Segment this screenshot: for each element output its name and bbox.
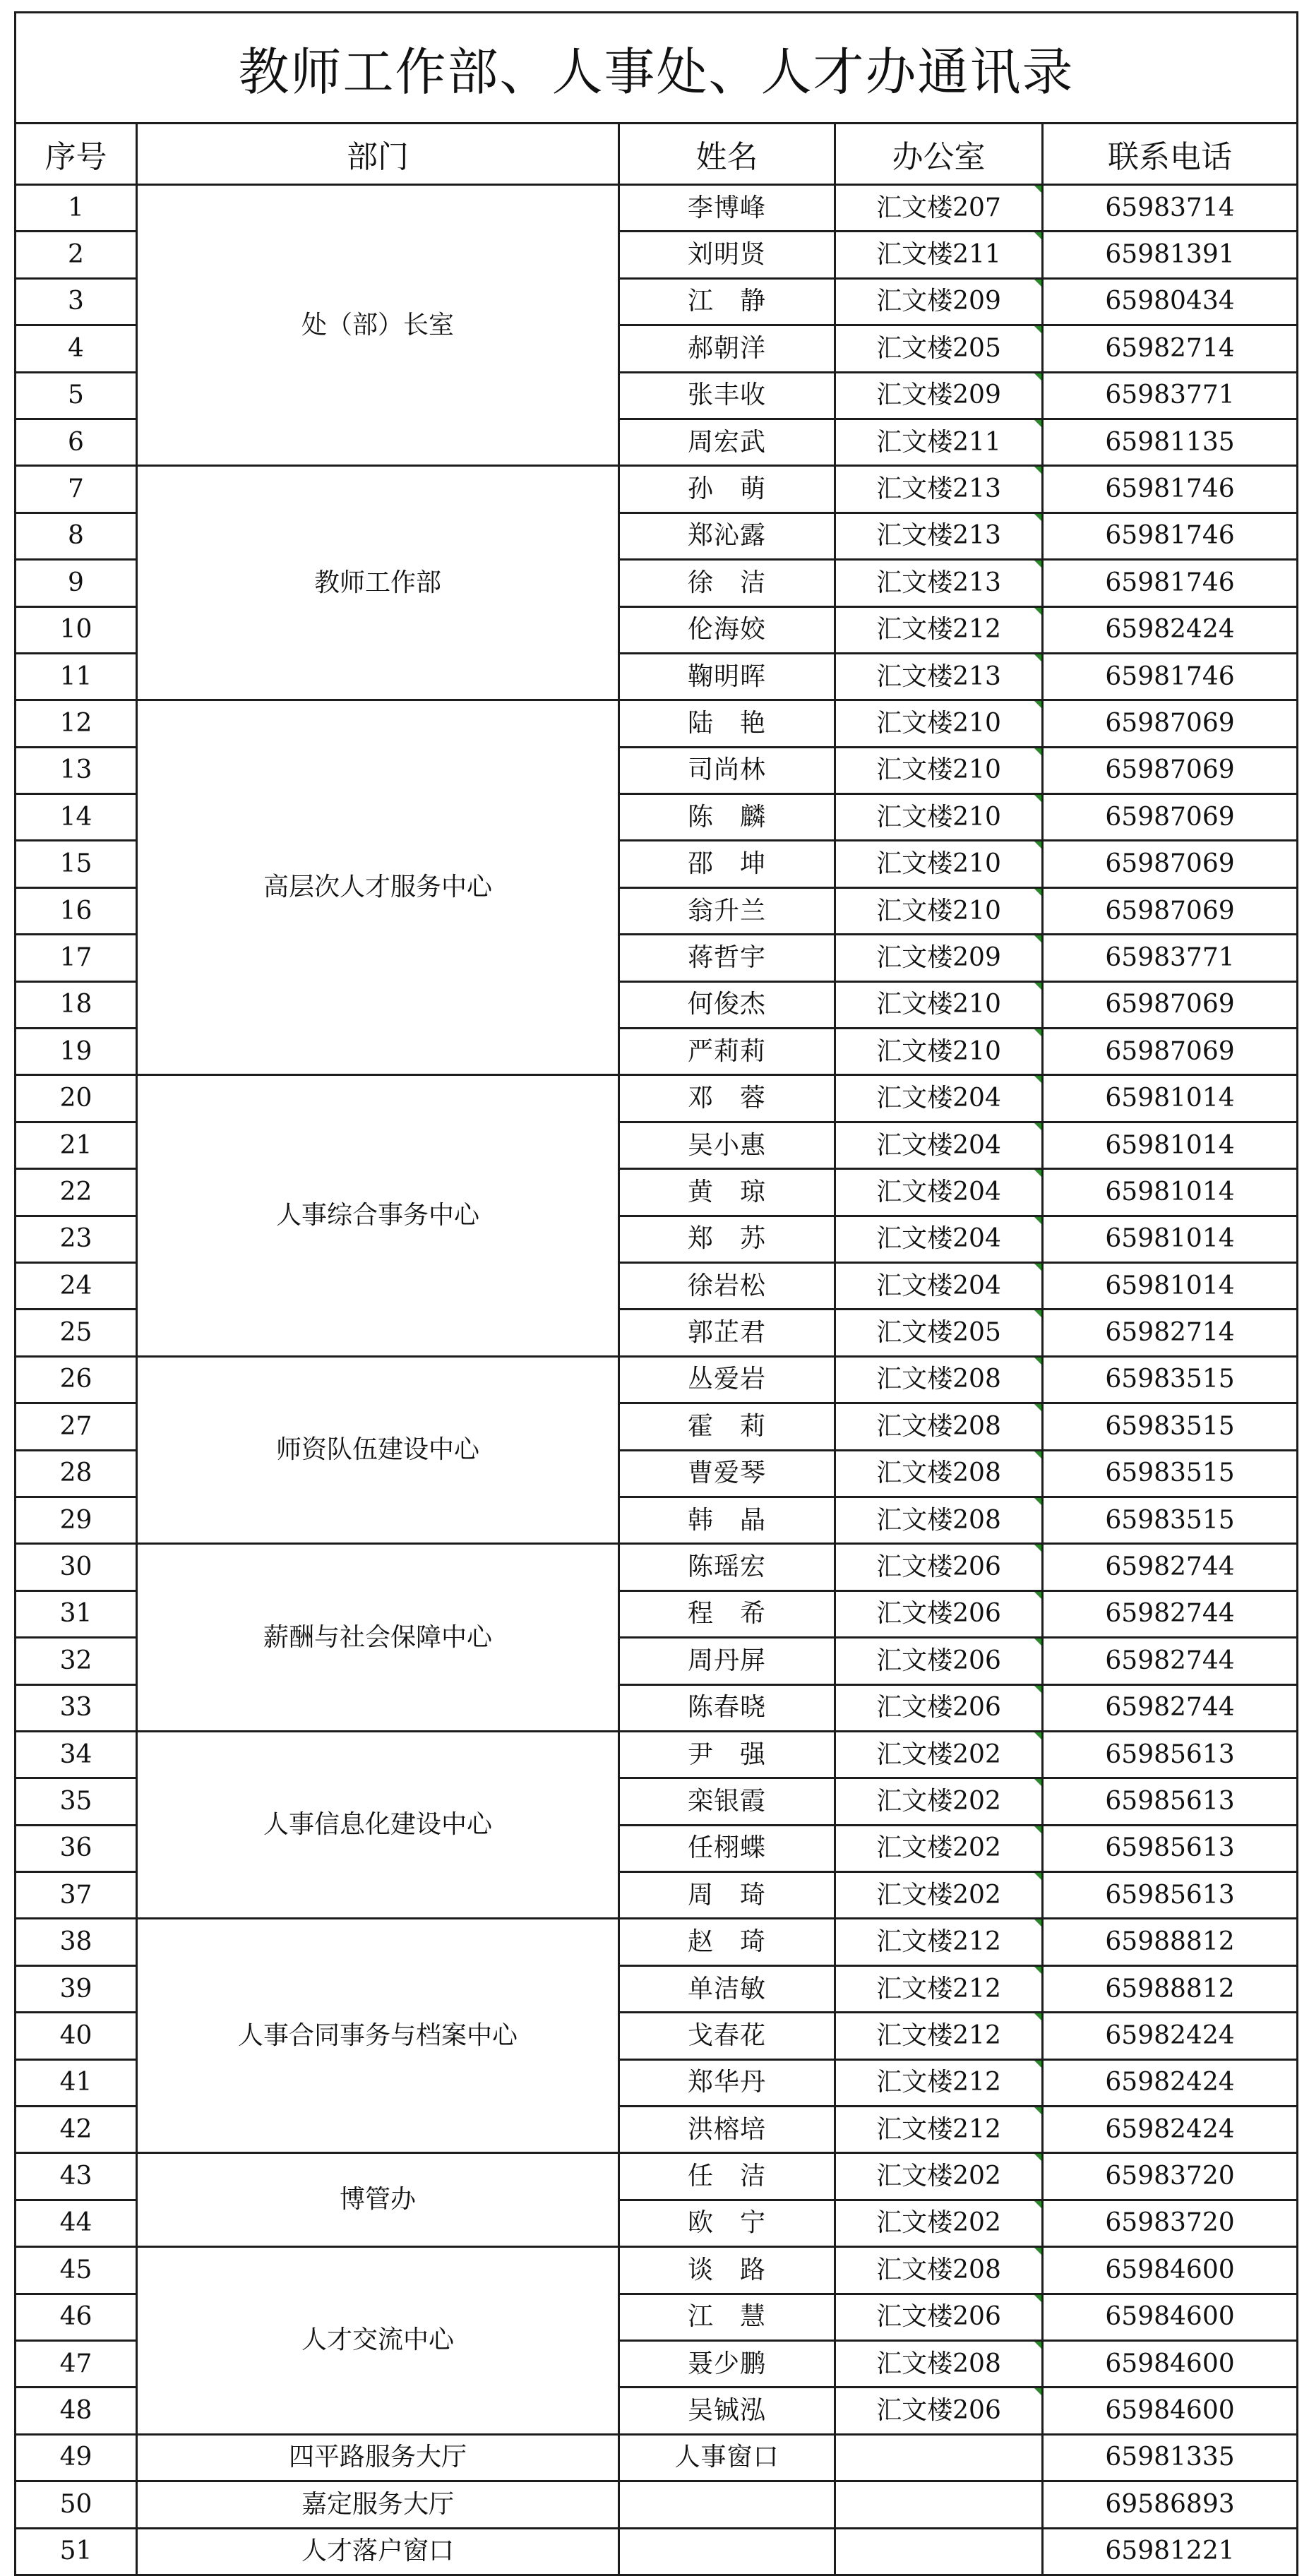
row-index: 30 [16, 1544, 137, 1590]
office-room: 汇文楼211 [835, 419, 1043, 465]
person-name: 孙 萌 [619, 466, 835, 513]
table-row [16, 2481, 1298, 2528]
phone-number: 65988812 [1043, 1919, 1298, 1965]
row-index: 23 [16, 1216, 137, 1262]
phone-number: 65982424 [1043, 606, 1298, 653]
table-row [16, 1919, 1298, 1965]
page-title: 教师工作部、人事处、人才办通讯录 [16, 13, 1298, 124]
person-name: 邓 蓉 [619, 1075, 835, 1122]
table-row [16, 2153, 1298, 2200]
row-index: 17 [16, 935, 137, 981]
contact-table [14, 11, 1298, 2576]
row-index: 28 [16, 1450, 137, 1497]
person-name: 严莉莉 [619, 1029, 835, 1075]
department-cell: 博管办 [137, 2153, 619, 2247]
department-cell: 处（部）长室 [137, 185, 619, 466]
person-name: 郑沁露 [619, 513, 835, 559]
department-cell: 人才落户窗口 [137, 2528, 619, 2575]
department-cell: 人才交流中心 [137, 2247, 619, 2435]
office-room: 汇文楼208 [835, 2247, 1043, 2294]
person-name: 郭芷君 [619, 1310, 835, 1356]
row-index: 22 [16, 1169, 137, 1216]
person-name: 郑华丹 [619, 2059, 835, 2106]
row-index: 7 [16, 466, 137, 513]
person-name: 霍 莉 [619, 1403, 835, 1450]
person-name: 单洁敏 [619, 1965, 835, 2012]
person-name: 黄 琼 [619, 1169, 835, 1216]
office-room: 汇文楼205 [835, 325, 1043, 372]
department-cell: 薪酬与社会保障中心 [137, 1544, 619, 1732]
person-name [619, 2481, 835, 2528]
department-cell: 高层次人才服务中心 [137, 700, 619, 1075]
phone-number: 65981014 [1043, 1122, 1298, 1168]
person-name: 江 静 [619, 278, 835, 325]
office-room: 汇文楼209 [835, 372, 1043, 419]
row-index: 40 [16, 2013, 137, 2059]
office-room: 汇文楼207 [835, 185, 1043, 232]
person-name: 张丰收 [619, 372, 835, 419]
row-index: 15 [16, 841, 137, 887]
office-room: 汇文楼206 [835, 1544, 1043, 1590]
office-room: 汇文楼204 [835, 1262, 1043, 1309]
office-room: 汇文楼206 [835, 1590, 1043, 1637]
row-index: 19 [16, 1029, 137, 1075]
office-room: 汇文楼208 [835, 1356, 1043, 1403]
person-name: 欧 宁 [619, 2200, 835, 2246]
phone-number: 65983714 [1043, 185, 1298, 232]
person-name: 徐 洁 [619, 560, 835, 606]
person-name: 司尚林 [619, 747, 835, 793]
person-name: 谈 路 [619, 2247, 835, 2294]
person-name: 任栩蝶 [619, 1825, 835, 1871]
person-name: 程 希 [619, 1590, 835, 1637]
phone-number: 65983720 [1043, 2153, 1298, 2200]
phone-number: 65981746 [1043, 653, 1298, 700]
phone-number: 65981391 [1043, 232, 1298, 278]
person-name: 陈 麟 [619, 794, 835, 841]
phone-number: 65982714 [1043, 325, 1298, 372]
phone-number: 65981014 [1043, 1169, 1298, 1216]
phone-number: 65985613 [1043, 1825, 1298, 1871]
department-cell: 人事合同事务与档案中心 [137, 1919, 619, 2153]
row-index: 2 [16, 232, 137, 278]
phone-number: 65987069 [1043, 1029, 1298, 1075]
row-index: 49 [16, 2434, 137, 2481]
phone-number: 65981335 [1043, 2434, 1298, 2481]
office-room: 汇文楼202 [835, 1778, 1043, 1825]
department-cell: 教师工作部 [137, 466, 619, 700]
phone-number: 65987069 [1043, 981, 1298, 1028]
phone-number: 65983771 [1043, 935, 1298, 981]
person-name: 蒋哲宇 [619, 935, 835, 981]
row-index: 35 [16, 1778, 137, 1825]
header-phone: 联系电话 [1043, 124, 1298, 185]
office-room [835, 2481, 1043, 2528]
office-room: 汇文楼202 [835, 2153, 1043, 2200]
office-room: 汇文楼208 [835, 2340, 1043, 2387]
office-room: 汇文楼212 [835, 1965, 1043, 2012]
person-name: 李博峰 [619, 185, 835, 232]
office-room: 汇文楼210 [835, 747, 1043, 793]
person-name: 陈瑶宏 [619, 1544, 835, 1590]
phone-number: 65981746 [1043, 513, 1298, 559]
header-department: 部门 [137, 124, 619, 185]
person-name: 周 琦 [619, 1872, 835, 1919]
person-name: 任 洁 [619, 2153, 835, 2200]
row-index: 39 [16, 1965, 137, 2012]
person-name: 翁升兰 [619, 887, 835, 934]
person-name: 戈春花 [619, 2013, 835, 2059]
office-room: 汇文楼208 [835, 1403, 1043, 1450]
person-name: 陈春晓 [619, 1684, 835, 1731]
row-index: 38 [16, 1919, 137, 1965]
phone-number: 65982744 [1043, 1590, 1298, 1637]
office-room: 汇文楼212 [835, 2107, 1043, 2153]
row-index: 24 [16, 1262, 137, 1309]
phone-number: 65985613 [1043, 1778, 1298, 1825]
office-room: 汇文楼204 [835, 1075, 1043, 1122]
person-name: 刘明贤 [619, 232, 835, 278]
person-name: 何俊杰 [619, 981, 835, 1028]
row-index: 1 [16, 185, 137, 232]
header-row [16, 124, 1298, 185]
person-name: 周丹屏 [619, 1638, 835, 1684]
person-name: 栾银霞 [619, 1778, 835, 1825]
row-index: 4 [16, 325, 137, 372]
office-room: 汇文楼213 [835, 513, 1043, 559]
row-index: 5 [16, 372, 137, 419]
office-room: 汇文楼204 [835, 1216, 1043, 1262]
person-name: 吴小惠 [619, 1122, 835, 1168]
row-index: 42 [16, 2107, 137, 2153]
phone-number: 65982424 [1043, 2107, 1298, 2153]
person-name: 洪榕培 [619, 2107, 835, 2153]
row-index: 48 [16, 2388, 137, 2434]
person-name: 江 慧 [619, 2294, 835, 2340]
phone-number: 65983515 [1043, 1356, 1298, 1403]
row-index: 50 [16, 2481, 137, 2528]
office-room: 汇文楼204 [835, 1169, 1043, 1216]
row-index: 13 [16, 747, 137, 793]
phone-number: 65983720 [1043, 2200, 1298, 2246]
row-index: 44 [16, 2200, 137, 2246]
table-row [16, 185, 1298, 232]
office-room: 汇文楼205 [835, 1310, 1043, 1356]
person-name: 徐岩松 [619, 1262, 835, 1309]
table-row [16, 1075, 1298, 1122]
table-row [16, 1544, 1298, 1590]
phone-number: 65981014 [1043, 1262, 1298, 1309]
person-name: 周宏武 [619, 419, 835, 465]
row-index: 25 [16, 1310, 137, 1356]
row-index: 20 [16, 1075, 137, 1122]
table-row [16, 1356, 1298, 1403]
office-room: 汇文楼208 [835, 1497, 1043, 1543]
row-index: 8 [16, 513, 137, 559]
office-room: 汇文楼212 [835, 606, 1043, 653]
office-room: 汇文楼212 [835, 2059, 1043, 2106]
phone-number: 65982744 [1043, 1544, 1298, 1590]
phone-number: 65981746 [1043, 466, 1298, 513]
person-name: 聂少鹏 [619, 2340, 835, 2387]
header-index: 序号 [16, 124, 137, 185]
person-name: 曹爱琴 [619, 1450, 835, 1497]
office-room: 汇文楼212 [835, 2013, 1043, 2059]
row-index: 33 [16, 1684, 137, 1731]
person-name: 郑 苏 [619, 1216, 835, 1262]
person-name: 郝朝洋 [619, 325, 835, 372]
row-index: 6 [16, 419, 137, 465]
row-index: 45 [16, 2247, 137, 2294]
header-name: 姓名 [619, 124, 835, 185]
table-row [16, 2528, 1298, 2575]
office-room: 汇文楼210 [835, 887, 1043, 934]
phone-number: 65983771 [1043, 372, 1298, 419]
person-name: 陆 艳 [619, 700, 835, 747]
row-index: 27 [16, 1403, 137, 1450]
phone-number: 65983515 [1043, 1403, 1298, 1450]
phone-number: 65987069 [1043, 887, 1298, 934]
row-index: 32 [16, 1638, 137, 1684]
office-room: 汇文楼209 [835, 278, 1043, 325]
phone-number: 65980434 [1043, 278, 1298, 325]
table-row [16, 2434, 1298, 2481]
office-room: 汇文楼206 [835, 1684, 1043, 1731]
person-name: 人事窗口 [619, 2434, 835, 2481]
phone-number: 65987069 [1043, 794, 1298, 841]
department-cell: 嘉定服务大厅 [137, 2481, 619, 2528]
phone-number: 65985613 [1043, 1872, 1298, 1919]
person-name: 鞠明晖 [619, 653, 835, 700]
office-room: 汇文楼210 [835, 841, 1043, 887]
office-room: 汇文楼204 [835, 1122, 1043, 1168]
phone-number: 65981135 [1043, 419, 1298, 465]
row-index: 11 [16, 653, 137, 700]
department-cell: 师资队伍建设中心 [137, 1356, 619, 1544]
office-room: 汇文楼212 [835, 1919, 1043, 1965]
row-index: 9 [16, 560, 137, 606]
person-name: 邵 坤 [619, 841, 835, 887]
phone-number: 65987069 [1043, 700, 1298, 747]
office-room: 汇文楼211 [835, 232, 1043, 278]
person-name [619, 2528, 835, 2575]
phone-number: 65982744 [1043, 1638, 1298, 1684]
table-row [16, 466, 1298, 513]
phone-number: 65984600 [1043, 2247, 1298, 2294]
office-room: 汇文楼210 [835, 700, 1043, 747]
department-cell: 人事信息化建设中心 [137, 1731, 619, 1919]
person-name: 赵 琦 [619, 1919, 835, 1965]
row-index: 34 [16, 1731, 137, 1778]
office-room: 汇文楼210 [835, 981, 1043, 1028]
office-room: 汇文楼213 [835, 560, 1043, 606]
person-name: 尹 强 [619, 1731, 835, 1778]
office-room: 汇文楼213 [835, 466, 1043, 513]
row-index: 16 [16, 887, 137, 934]
row-index: 18 [16, 981, 137, 1028]
row-index: 21 [16, 1122, 137, 1168]
row-index: 31 [16, 1590, 137, 1637]
phone-number: 65985613 [1043, 1731, 1298, 1778]
office-room: 汇文楼206 [835, 1638, 1043, 1684]
office-room: 汇文楼210 [835, 1029, 1043, 1075]
phone-number: 65982744 [1043, 1684, 1298, 1731]
person-name: 吴铖泓 [619, 2388, 835, 2434]
row-index: 41 [16, 2059, 137, 2106]
office-room: 汇文楼213 [835, 653, 1043, 700]
table-row [16, 1731, 1298, 1778]
table-body [16, 185, 1298, 2575]
person-name: 丛爱岩 [619, 1356, 835, 1403]
office-room: 汇文楼206 [835, 2294, 1043, 2340]
office-room: 汇文楼206 [835, 2388, 1043, 2434]
phone-number: 65987069 [1043, 841, 1298, 887]
phone-number: 65984600 [1043, 2388, 1298, 2434]
phone-number: 65982424 [1043, 2059, 1298, 2106]
row-index: 51 [16, 2528, 137, 2575]
office-room: 汇文楼209 [835, 935, 1043, 981]
phone-number: 65982714 [1043, 1310, 1298, 1356]
row-index: 14 [16, 794, 137, 841]
row-index: 46 [16, 2294, 137, 2340]
row-index: 29 [16, 1497, 137, 1543]
row-index: 43 [16, 2153, 137, 2200]
row-index: 3 [16, 278, 137, 325]
row-index: 26 [16, 1356, 137, 1403]
office-room [835, 2528, 1043, 2575]
phone-number: 69586893 [1043, 2481, 1298, 2528]
phone-number: 65983515 [1043, 1450, 1298, 1497]
header-office: 办公室 [835, 124, 1043, 185]
phone-number: 65982424 [1043, 2013, 1298, 2059]
contact-directory [14, 11, 1309, 2566]
office-room: 汇文楼208 [835, 1450, 1043, 1497]
office-room: 汇文楼202 [835, 2200, 1043, 2246]
table-row [16, 700, 1298, 747]
phone-number: 65981014 [1043, 1075, 1298, 1122]
office-room: 汇文楼202 [835, 1731, 1043, 1778]
phone-number: 65987069 [1043, 747, 1298, 793]
person-name: 韩 晶 [619, 1497, 835, 1543]
phone-number: 65983515 [1043, 1497, 1298, 1543]
row-index: 10 [16, 606, 137, 653]
office-room: 汇文楼202 [835, 1825, 1043, 1871]
row-index: 36 [16, 1825, 137, 1871]
phone-number: 65988812 [1043, 1965, 1298, 2012]
row-index: 12 [16, 700, 137, 747]
phone-number: 65984600 [1043, 2294, 1298, 2340]
phone-number: 65981746 [1043, 560, 1298, 606]
department-cell: 四平路服务大厅 [137, 2434, 619, 2481]
department-cell: 人事综合事务中心 [137, 1075, 619, 1356]
phone-number: 65984600 [1043, 2340, 1298, 2387]
office-room: 汇文楼210 [835, 794, 1043, 841]
office-room: 汇文楼202 [835, 1872, 1043, 1919]
table-row [16, 2247, 1298, 2294]
row-index: 47 [16, 2340, 137, 2387]
person-name: 伦海姣 [619, 606, 835, 653]
phone-number: 65981014 [1043, 1216, 1298, 1262]
office-room [835, 2434, 1043, 2481]
row-index: 37 [16, 1872, 137, 1919]
phone-number: 65981221 [1043, 2528, 1298, 2575]
